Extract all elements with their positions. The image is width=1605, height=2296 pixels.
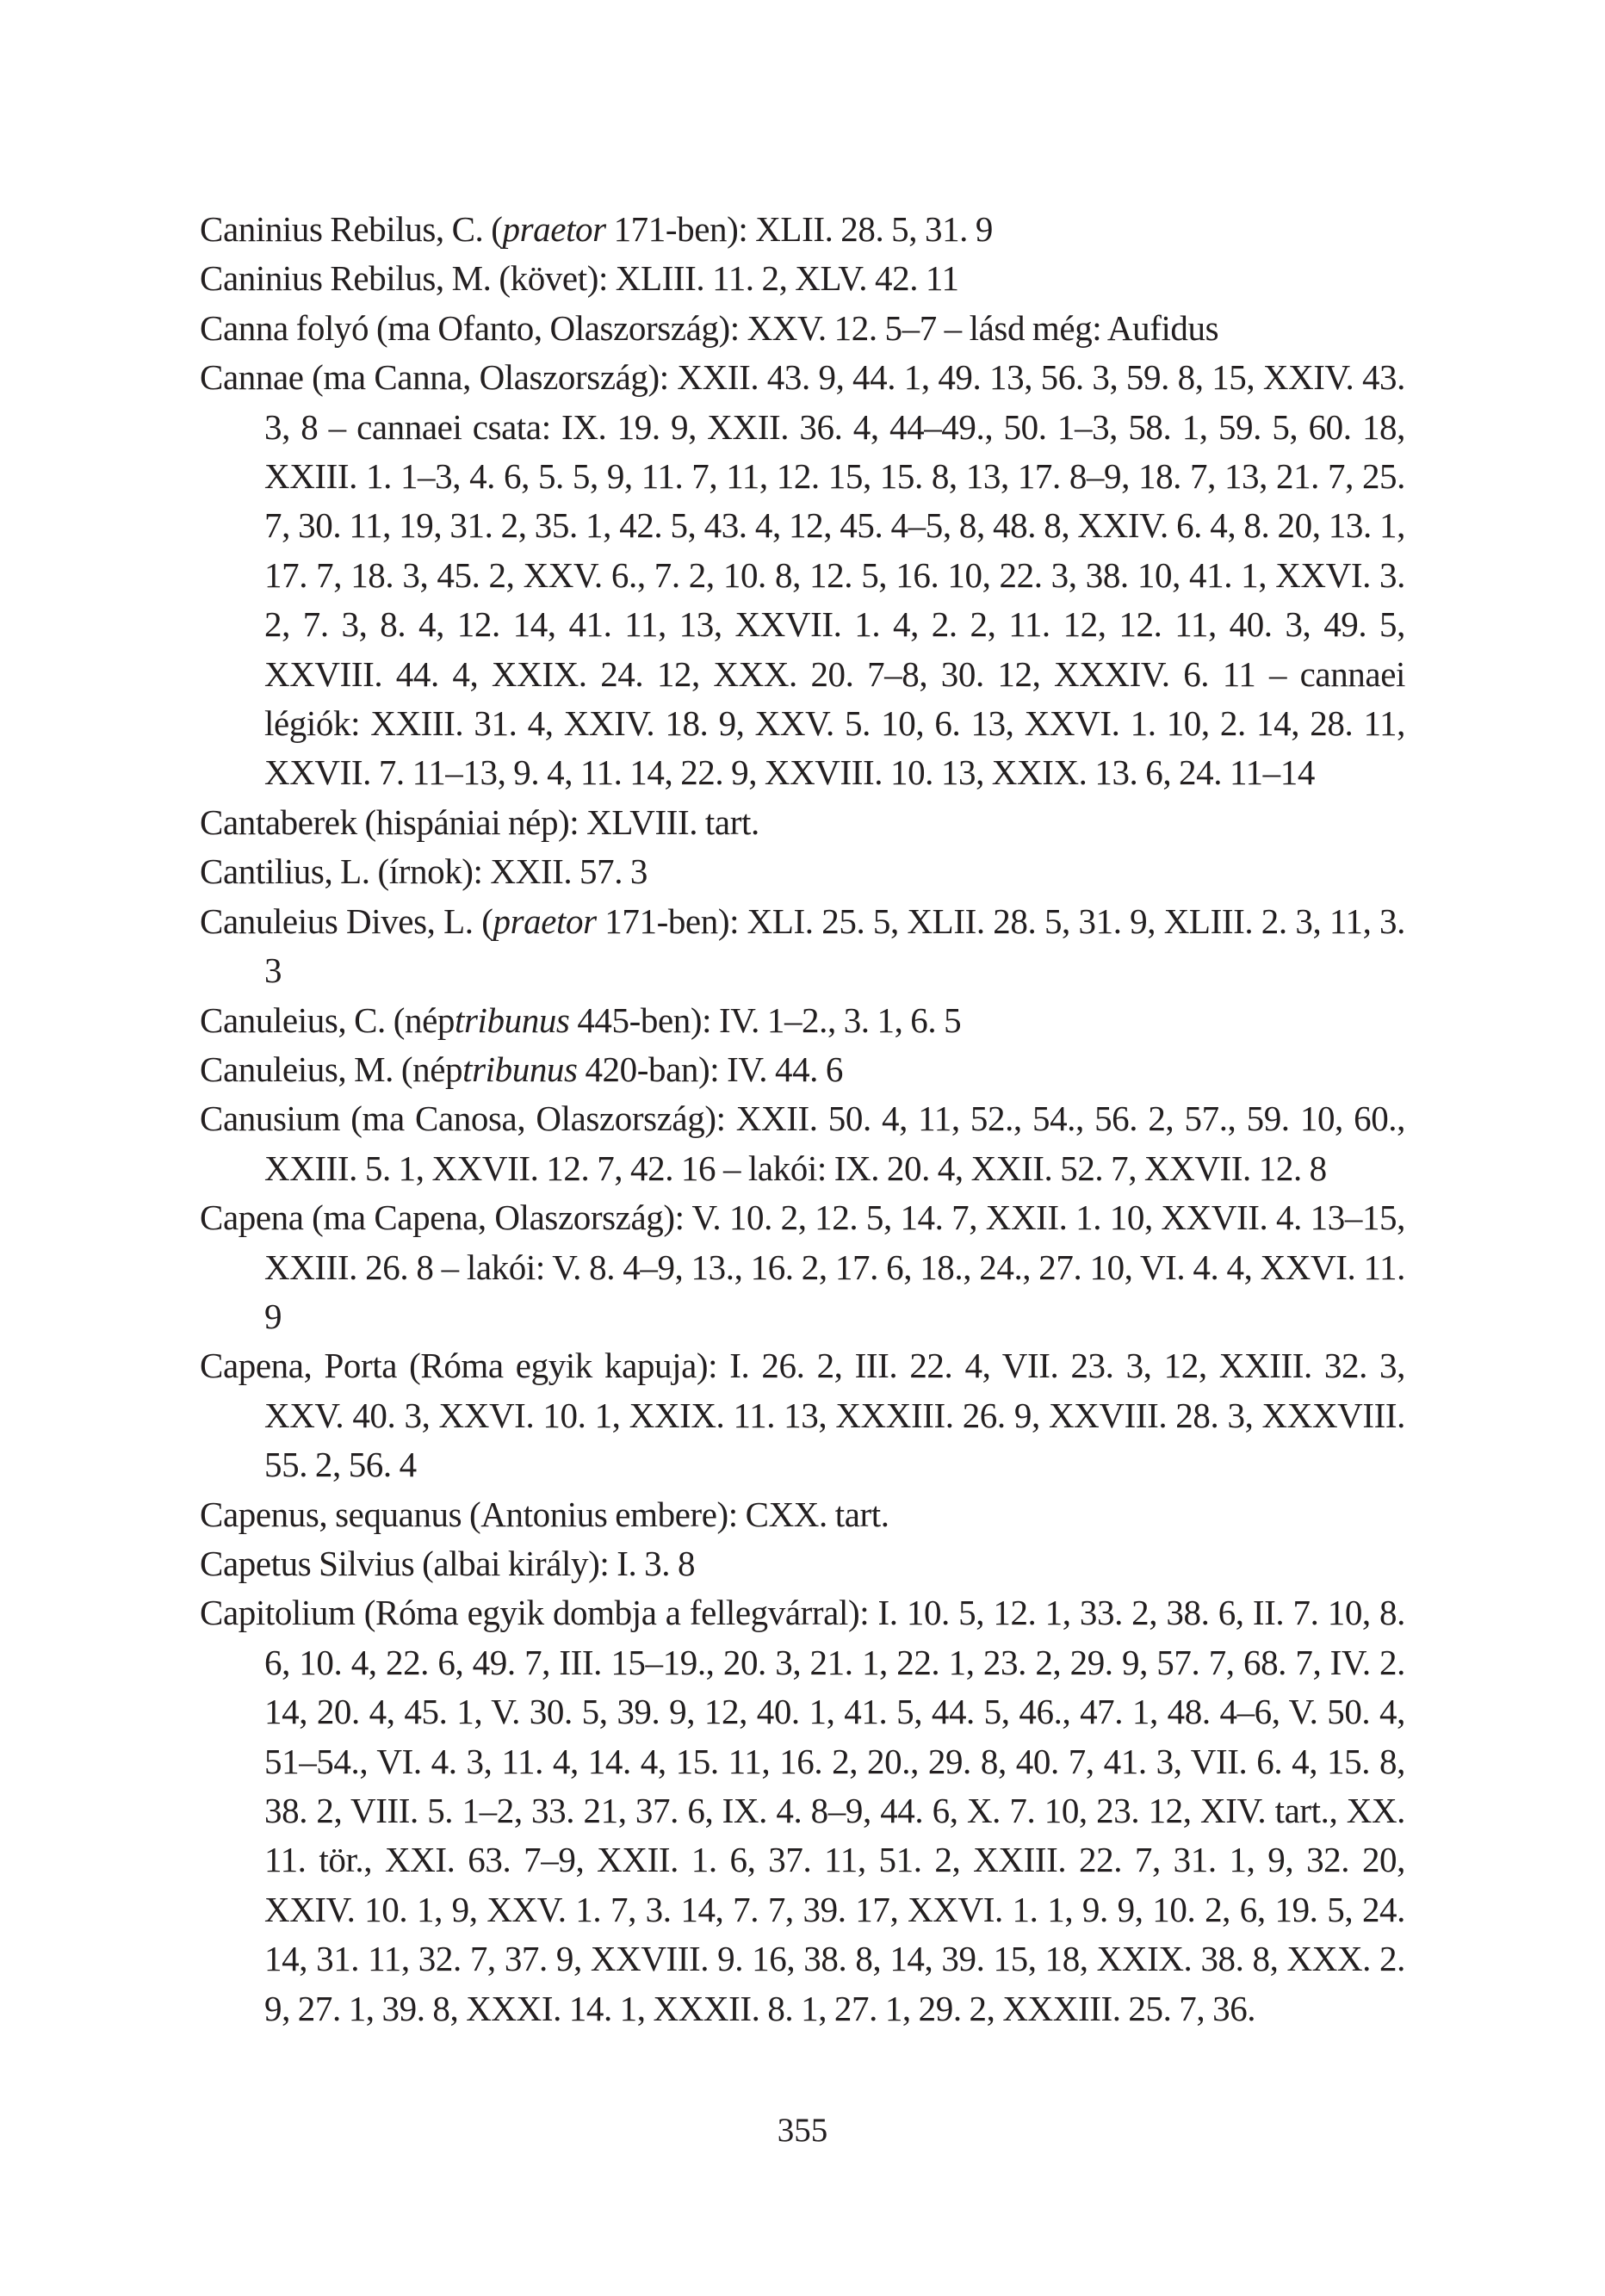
entry-text: 420-ban): IV. 44. 6 [577,1049,843,1089]
index-entry [200,1341,1405,1489]
index-entry [200,353,1405,798]
entry-italic-term: tribunus [454,999,570,1040]
entry-text: Capena, Porta (Róma egyik kapuja): I. 26. 2, III. 22. 4, VII. 23. 3, 12, XXIII. 32. 3, XXV. 40. 3, XXVI. 10. 1, XXIX. 11. 13, XXXIII. 26. 9, XXVIII. 28. 3, XXXVIII. 55. 2, 56. 4 [200,1346,1405,1485]
page-number: 355 [777,2112,828,2149]
index-entry [200,798,1405,847]
index-entry [200,897,1405,996]
entry-italic-term: praetor [493,900,597,941]
entry-text: Capitolium (Róma egyik dombja a fellegvárral): I. 10. 5, 12. 1, 33. 2, 38. 6, II. 7. 10, 8. 6, 10. 4, 22. 6, 49. 7, III. 15–19., 20. 3, 21. 1, 22. 1, 23. 2, 29. 9, 57. 7, 68. 7, IV. 2. 14, 20. 4, 45. 1, V. 30. 5, 39. 9, 12, 40. 1, 41. 5, 44. 5, 46., 47. 1, 48. 4–6, V. 50. 4, 51–54., VI. 4. 3, 11. 4, 14. 4, 15. 11, 16. 2, 20., 29. 8, 40. 7, 41. 3, VII. 6. 4, 15. 8, 38. 2, VIII. 5. 1–2, 33. 21, 37. 6, IX. 4. 8–9, 44. 6, X. 7. 10, 23. 12, XIV. tart., XX. 11. tör., XXI. 63. 7–9, XXII. 1. 6, 37. 11, 51. 2, XXIII. 22. 7, 31. 1, 9, 32. 20, XXIV. 10. 1, 9, XXV. 1. 7, 3. 14, 7. 7, 39. 17, XXVI. 1. 1, 9. 9, 10. 2, 6, 19. 5, 24. 14, 31. 11, 32. 7, 37. 9, XXVIII. 9. 16, 38. 8, 14, 39. 15, 18, XXIX. 38. 8, XXX. 2. 9, 27. 1, 39. 8, XXXI. 14. 1, XXXII. 8. 1, 27. 1, 29. 2, XXXIII. 25. 7, 36. [200,1593,1405,2028]
entry-text: Caninius Rebilus, C. ( [200,209,503,249]
index-entry-list [200,205,1405,2033]
entry-text: 171-ben): XLI. 25. 5, XLII. 28. 5, 31. 9, XLIII. 2. 3, 11, 3. 3 [264,900,1405,991]
index-entry [200,304,1405,353]
entry-text: Capenus, sequanus (Antonius embere): CXX. tart. [200,1494,889,1534]
entry-text: 171-ben): XLII. 28. 5, 31. 9 [605,209,993,249]
index-entry [200,1094,1405,1193]
index-entry [200,996,1405,1045]
entry-text: Canna folyó (ma Ofanto, Olaszország): XXV. 12. 5–7 – lásd még: Aufidus [200,307,1219,348]
entry-text: Cannae (ma Canna, Olaszország): XXII. 43. 9, 44. 1, 49. 13, 56. 3, 59. 8, 15, XXIV. 43. 3, 8 – cannaei csata: IX. 19. 9, XXII. 36. 4, 44–49., 50. 1–3, 58. 1, 59. 5, 60. 18, XXIII. 1. 1–3, 4. 6, 5. 5, 9, 11. 7, 11, 12. 15, 15. 8, 13, 17. 8–9, 18. 7, 13, 21. 7, 25. 7, 30. 11, 19, 31. 2, 35. 1, 42. 5, 43. 4, 12, 45. 4–5, 8, 48. 8, XXIV. 6. 4, 8. 20, 13. 1, 17. 7, 18. 3, 45. 2, XXV. 6., 7. 2, 10. 8, 12. 5, 16. 10, 22. 3, 38. 10, 41. 1, XXVI. 3. 2, 7. 3, 8. 4, 12. 14, 41. 11, 13, XXVII. 1. 4, 2. 2, 11. 12, 12. 11, 40. 3, 49. 5, XXVIII. 44. 4, XXIX. 24. 12, XXX. 20. 7–8, 30. 12, XXXIV. 6. 11 – cannaei légiók: XXIII. 31. 4, XXIV. 18. 9, XXV. 5. 10, 6. 13, XXVI. 1. 10, 2. 14, 28. 11, XXVII. 7. 11–13, 9. 4, 11. 14, 22. 9, XXVIII. 10. 13, XXIX. 13. 6, 24. 11–14 [200,357,1405,793]
entry-text: Capetus Silvius (albai király): I. 3. 8 [200,1543,696,1583]
index-entry [200,1539,1405,1588]
index-entry [200,205,1405,254]
entry-text: 445-ben): IV. 1–2., 3. 1, 6. 5 [569,999,962,1040]
index-entry [200,1193,1405,1341]
entry-text: Caninius Rebilus, M. (követ): XLIII. 11. 2, XLV. 42. 11 [200,258,959,299]
entry-italic-term: praetor [502,209,606,249]
entry-text: Canuleius, M. (nép [200,1049,463,1089]
entry-text: Canuleius Dives, L. ( [200,900,493,941]
entry-text: Cantilius, L. (írnok): XXII. 57. 3 [200,851,648,892]
index-entry [200,847,1405,896]
entry-text: Cantaberek (hispániai nép): XLVIII. tart. [200,801,759,842]
entry-text: Capena (ma Capena, Olaszország): V. 10. 2, 12. 5, 14. 7, XXII. 1. 10, XXVII. 4. 13–15, XXIII. 26. 8 – lakói: V. 8. 4–9, 13., 16. 2, 17. 6, 18., 24., 27. 10, VI. 4. 4, XXVI. 11. 9 [200,1198,1405,1336]
entry-text: Canusium (ma Canosa, Olaszország): XXII. 50. 4, 11, 52., 54., 56. 2, 57., 59. 10, 60., XXIII. 5. 1, XXVII. 12. 7, 42. 16 – lakói: IX. 20. 4, XXII. 52. 7, XXVII. 12. 8 [200,1098,1405,1188]
entry-text: Canuleius, C. (nép [200,999,455,1040]
index-entry [200,1588,1405,2033]
index-entry [200,1045,1405,1094]
entry-italic-term: tribunus [462,1049,578,1089]
index-entry [200,1490,1405,1539]
index-entry [200,254,1405,303]
